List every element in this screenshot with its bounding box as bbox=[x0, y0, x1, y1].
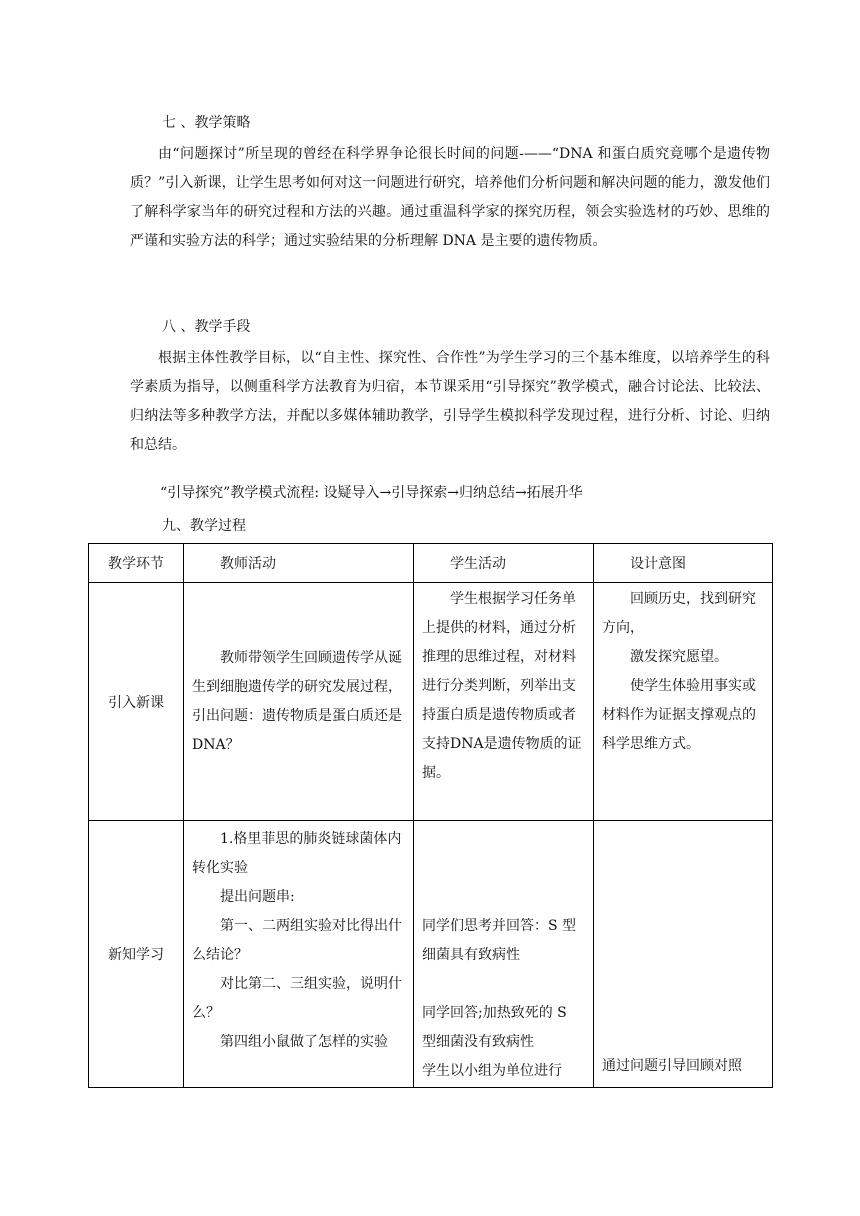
intent-line: 使学生体验用事实或材料作为证据支撑观点的科学思维方式。 bbox=[602, 678, 756, 752]
student-activity-line: 同学们思考并回答：S 型细菌具有致病性 bbox=[422, 918, 577, 963]
header-design-intent: 设计意图 bbox=[594, 544, 773, 583]
teacher-activity-line: 提出问题串: bbox=[220, 889, 295, 905]
student-activity-cell bbox=[414, 583, 594, 821]
student-activity-line: 同学回答;加热致死的 S 型细菌没有致病性 bbox=[422, 1005, 567, 1050]
table-row bbox=[89, 583, 773, 821]
stage-cell: 新知学习 bbox=[89, 821, 184, 1088]
flow-description: “引导探究”教学模式流程: 设疑导入→引导探索→归纳总结→拓展升华 bbox=[160, 485, 583, 501]
teacher-activity-cell bbox=[184, 821, 414, 1088]
teacher-activity-line: 1.格里菲思的肺炎链球菌体内转化实验 bbox=[192, 831, 402, 876]
stage-cell: 引入新课 bbox=[89, 583, 184, 821]
teacher-activity-line: 第四组小鼠做了怎样的实验 bbox=[220, 1034, 388, 1050]
table-header-row bbox=[89, 544, 773, 583]
table-row bbox=[89, 821, 773, 1088]
teacher-activity-cell bbox=[184, 583, 414, 821]
section-7-title: 七 、教学策略 bbox=[162, 115, 251, 131]
teacher-activity-line: 第一、二两组实验对比得出什么结论？ bbox=[192, 918, 402, 963]
student-activity-text: 学生根据学习任务单上提供的材料，通过分析推理的思维过程，对材料进行分类判断，列举出支持蛋白质是遗传物质或者支持DNA是遗传物质的证据。 bbox=[422, 591, 582, 781]
intent-line: 激发探究愿望。 bbox=[630, 649, 728, 665]
design-intent-cell bbox=[594, 583, 773, 821]
intent-line: 通过问题引导回顾对照 bbox=[602, 1058, 742, 1074]
student-activity-cell bbox=[414, 821, 594, 1088]
header-stage: 教学环节 bbox=[89, 544, 184, 583]
section-9-title: 九、教学过程 bbox=[162, 518, 246, 534]
header-student-activity: 学生活动 bbox=[414, 544, 594, 583]
section-7-paragraph: 由“问题探讨”所呈现的曾经在科学界争论很长时间的问题-——“DNA 和蛋白质究竟哪个是遗传物质？”引入新课，让学生思考如何对这一问题进行研究，培养他们分析问题和解决问题的能力，激发他们了解科学家当年的研究过程和方法的兴趣。通过重温科学家的探究历程，领会实验选材的巧妙、思维的严谨和实验方法的科学；通过实验结果的分析理解 DNA 是主要的遗传物质。 bbox=[130, 146, 770, 249]
design-intent-cell bbox=[594, 821, 773, 1088]
teacher-activity-line: 对比第二、三组实验，说明什么？ bbox=[192, 976, 402, 1021]
student-activity-line: 学生以小组为单位进行 bbox=[422, 1063, 562, 1079]
teacher-activity-text: 教师带领学生回顾遗传学从诞生到细胞遗传学的研究发展过程，引出问题：遗传物质是蛋白质还是DNA？ bbox=[192, 649, 402, 753]
intent-line: 回顾历史，找到研究方向， bbox=[602, 591, 756, 636]
section-8-paragraph: 根据主体性教学目标，以“自主性、探究性、合作性”为学生学习的三个基本维度，以培养学生的科学素质为指导，以侧重科学方法教育为归宿，本节课采用“引导探究”教学模式，融合讨论法、比较法、归纳法等多种教学方法，并配以多媒体辅助教学，引导学生模拟科学发现过程，进行分析、讨论、归纳和总结。 bbox=[130, 350, 770, 453]
teaching-process-table bbox=[88, 543, 773, 1088]
section-8-title: 八 、教学手段 bbox=[162, 319, 251, 335]
header-teacher-activity: 教师活动 bbox=[184, 544, 414, 583]
